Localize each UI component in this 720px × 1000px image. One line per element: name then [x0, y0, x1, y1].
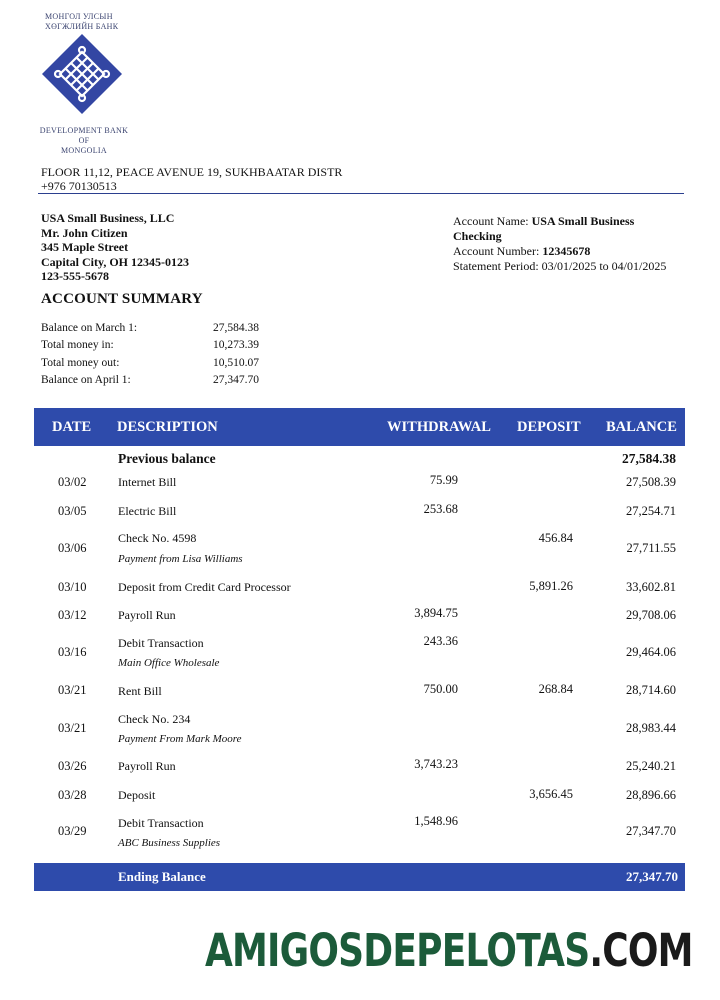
row-withdrawal: 3,894.75 — [414, 606, 458, 620]
row-date: 03/06 — [58, 541, 87, 555]
row-description: Electric Bill — [118, 504, 177, 518]
row-description: Payroll Run — [118, 759, 176, 773]
row-description: Rent Bill — [118, 684, 162, 698]
row-balance: 33,602.81 — [626, 580, 676, 594]
header-date: DATE — [52, 419, 92, 435]
row-withdrawal: 750.00 — [423, 682, 458, 696]
row-date: 03/21 — [58, 721, 87, 735]
row-balance: 29,708.06 — [626, 608, 676, 622]
row-description: Deposit from Credit Card Processor — [118, 580, 291, 594]
row-balance: 28,714.60 — [626, 683, 676, 697]
row-memo: Payment from Lisa Williams — [118, 553, 243, 565]
row-description: Check No. 234 — [118, 712, 191, 726]
row-date: 03/10 — [58, 580, 87, 594]
bank-logo — [40, 32, 124, 116]
header-deposit: DEPOSIT — [517, 419, 581, 435]
row-balance: 28,983.44 — [626, 721, 676, 735]
row-deposit: 268.84 — [538, 682, 573, 696]
row-balance: 27,347.70 — [626, 824, 676, 838]
row-date: 03/21 — [58, 683, 87, 697]
watermark-brand: AMIGOSDEPELOTAS.COM — [205, 924, 693, 977]
row-balance: 27,254.71 — [626, 504, 676, 518]
row-withdrawal: 253.68 — [423, 502, 458, 516]
row-date: 03/12 — [58, 608, 87, 622]
header-withdrawal: WITHDRAWAL — [387, 419, 491, 435]
bank-address: FLOOR 11,12, PEACE AVENUE 19, SUKHBAATAR DISTR +976 70130513 — [41, 165, 343, 193]
row-memo: ABC Business Supplies — [118, 837, 221, 849]
row-date: 03/02 — [58, 475, 87, 489]
previous-balance-value: 27,584.38 — [622, 451, 676, 466]
row-balance: 25,240.21 — [626, 759, 676, 773]
row-balance: 27,508.39 — [626, 475, 676, 489]
previous-balance-label: Previous balance — [118, 451, 216, 466]
row-withdrawal: 75.99 — [429, 473, 458, 487]
row-withdrawal: 3,743.23 — [414, 757, 458, 771]
row-description: Debit Transaction — [118, 816, 204, 830]
row-memo: Main Office Wholesale — [118, 657, 220, 669]
bank-phone: +976 70130513 — [41, 179, 117, 193]
customer-address: USA Small Business, LLC Mr. John Citizen 345 Maple Street Capital City, OH 12345-0123 123-555-5678 — [41, 211, 190, 283]
account-summary-title: ACCOUNT SUMMARY — [41, 291, 203, 307]
ending-balance-bar — [34, 863, 685, 891]
header-divider — [38, 193, 684, 194]
bank-name-mongolian: МОНГОЛ УЛСЫН ХӨГЖЛИЙН БАНК — [45, 12, 119, 31]
row-date: 03/05 — [58, 504, 87, 518]
header-balance: BALANCE — [606, 419, 677, 435]
header-description: DESCRIPTION — [117, 419, 218, 435]
row-date: 03/16 — [58, 645, 87, 659]
row-balance: 29,464.06 — [626, 645, 676, 659]
transactions-table-header — [34, 408, 685, 446]
row-description: Check No. 4598 — [118, 531, 197, 545]
row-balance: 27,711.55 — [626, 541, 676, 555]
row-balance: 28,896.66 — [626, 788, 676, 802]
account-info: Account Name: USA Small Business Checking Account Number: 12345678 Statement Period: 03/01/2025 to 04/01/2025 — [453, 214, 667, 273]
row-deposit: 3,656.45 — [529, 787, 573, 801]
row-withdrawal: 1,548.96 — [414, 814, 458, 828]
row-deposit: 5,891.26 — [529, 579, 573, 593]
row-withdrawal: 243.36 — [423, 634, 458, 648]
row-description: Internet Bill — [118, 475, 177, 489]
ending-balance-value: 27,347.70 — [626, 869, 678, 884]
row-date: 03/29 — [58, 824, 87, 838]
row-date: 03/28 — [58, 788, 87, 802]
ending-balance-label: Ending Balance — [118, 869, 206, 884]
row-memo: Payment From Mark Moore — [118, 733, 242, 745]
row-description: Payroll Run — [118, 608, 176, 622]
row-description: Deposit — [118, 788, 156, 802]
row-date: 03/26 — [58, 759, 87, 773]
row-description: Debit Transaction — [118, 636, 204, 650]
bank-name-english: DEVELOPMENT BANK OF MONGOLIA — [39, 126, 129, 155]
row-deposit: 456.84 — [538, 531, 573, 545]
